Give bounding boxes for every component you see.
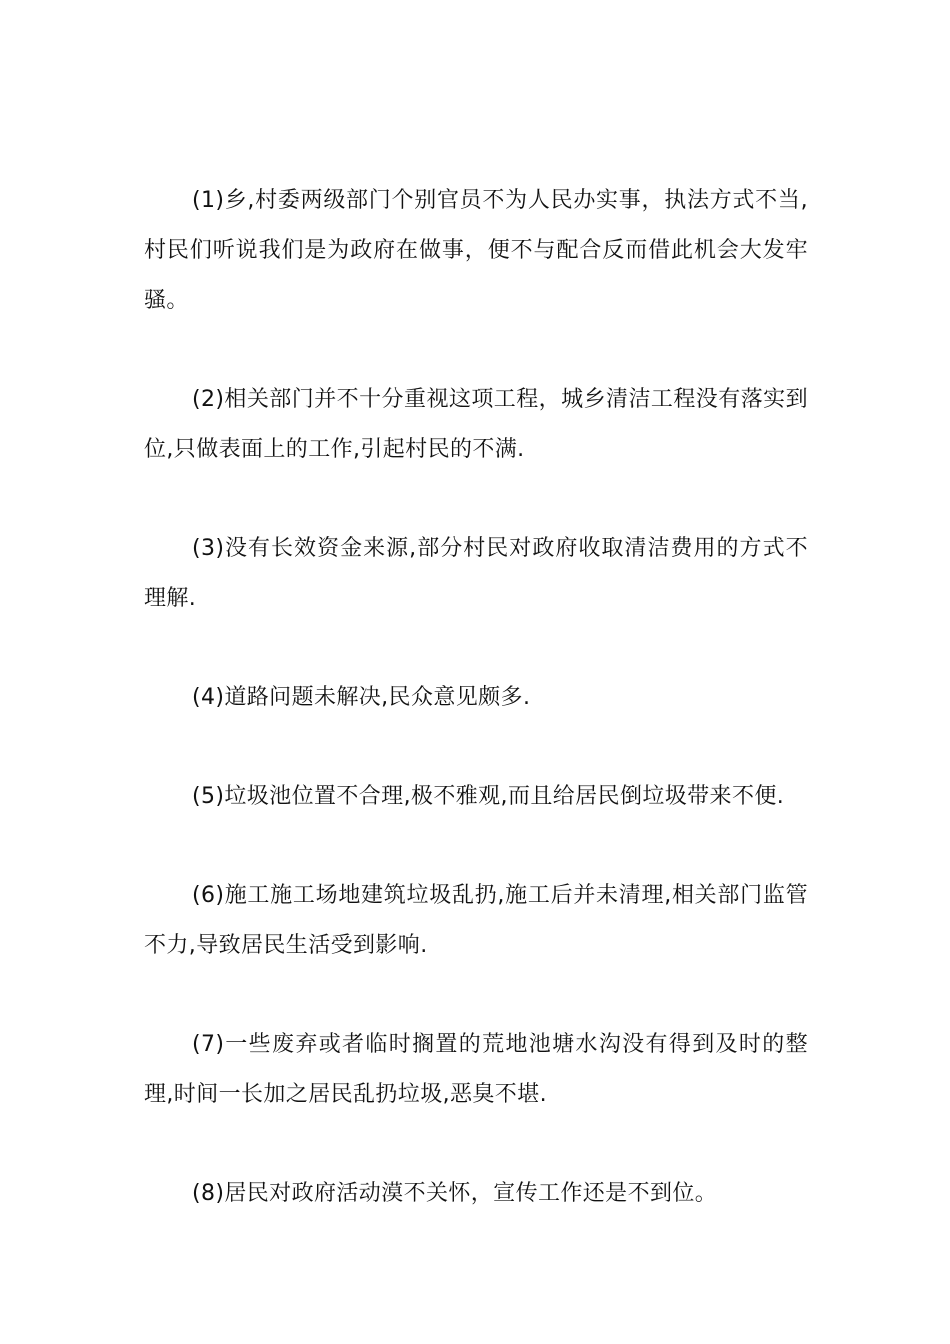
paragraph-4: (4)道路问题未解决,民众意见颇多. [192,685,531,710]
paragraph-7: (7)一些废弃或者临时搁置的荒地池塘水沟没有得到及时的整理,时间一长加之居民乱扔垃圾,恶臭不堪. [144,1032,808,1107]
paragraph-5: (5)垃圾池位置不合理,极不雅观,而且给居民倒垃圾带来不便. [192,784,785,809]
paragraph-6: (6)施工施工场地建筑垃圾乱扔,施工后并未清理,相关部门监管不力,导致居民生活受到影响. [144,883,808,958]
paragraph-2: (2)相关部门并不十分重视这项工程，城乡清洁工程没有落实到位,只做表面上的工作,引起村民的不满. [144,387,808,462]
paragraph-8: (8)居民对政府活动漠不关怀，宣传工作还是不到位。 [192,1181,718,1206]
paragraph-1: (1)乡,村委两级部门个别官员不为人民办实事，执法方式不当,村民们听说我们是为政府在做事，便不与配合反而借此机会大发牢骚。 [144,188,808,313]
document-body [144,176,808,1219]
paragraph-3: (3)没有长效资金来源,部分村民对政府收取清洁费用的方式不理解. [144,536,808,611]
